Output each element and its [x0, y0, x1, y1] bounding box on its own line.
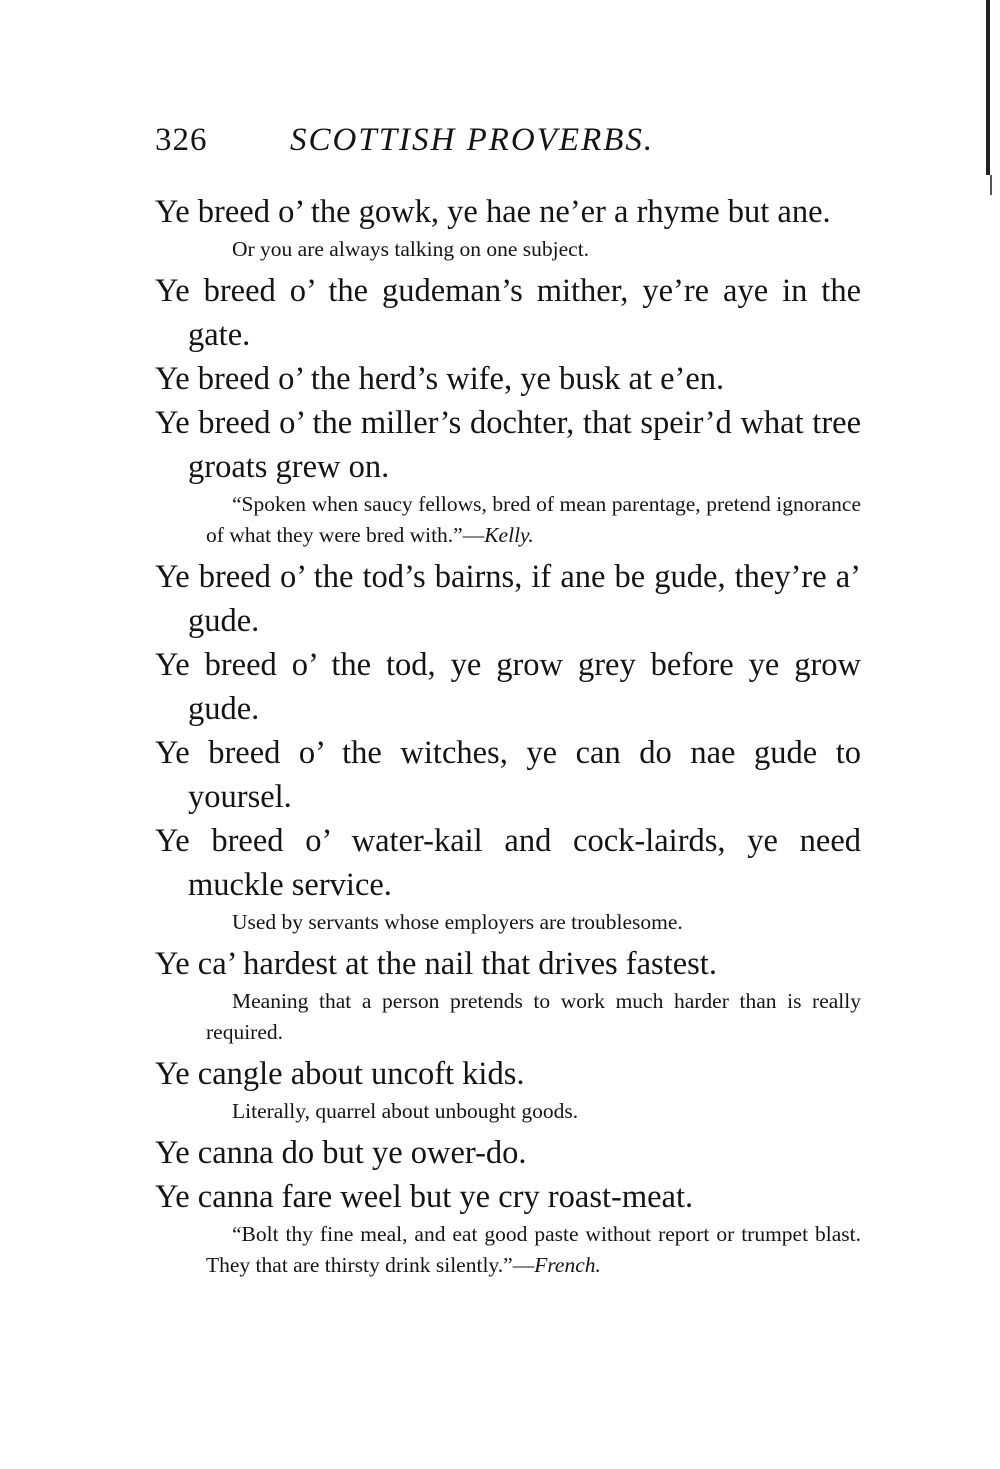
- proverb-entry: Ye canna fare weel but ye cry roast-meat.: [155, 1179, 694, 1215]
- proverb-entry: Ye breed o’ the tod, ye grow grey before ye grow gude.: [155, 647, 861, 727]
- proverb-entry: Ye canna do but ye ower-do.: [155, 1135, 527, 1171]
- page-number: 326: [155, 122, 208, 158]
- note-citation: French.: [534, 1253, 601, 1277]
- proverb-entry: Ye breed o’ the tod’s bairns, if ane be gude, they’re a’ gude.: [155, 559, 861, 639]
- running-title: SCOTTISH PROVERBS.: [290, 122, 655, 158]
- proverb-note: [155, 1219, 861, 1281]
- scan-edge-mark: [990, 175, 992, 195]
- proverb-entry: Ye cangle about uncoft kids.: [155, 1056, 525, 1092]
- running-header: [155, 122, 654, 159]
- scan-edge-mark: [986, 0, 990, 175]
- proverb-entry: Ye breed o’ the gowk, ye hae ne’er a rhyme but ane.: [155, 194, 831, 230]
- proverb-note: Literally, quarrel about unbought goods.: [232, 1099, 579, 1123]
- proverb-entry: Ye breed o’ the miller’s dochter, that speir’d what tree groats grew on.: [155, 405, 861, 485]
- proverb-entry: Ye breed o’ the witches, ye can do nae gude to yoursel.: [155, 735, 861, 815]
- note-text: “Spoken when saucy fellows, bred of mean parentage, pretend ignorance of what they were bred with.”—: [206, 492, 861, 547]
- proverb-note: Or you are always talking on one subject.: [232, 237, 590, 261]
- note-text: “Bolt thy fine meal, and eat good paste without report or trumpet blast. They that are thirsty drink silently.”—: [206, 1222, 861, 1277]
- proverb-list: [155, 190, 861, 1285]
- proverb-note: [155, 489, 861, 551]
- proverb-entry: Ye breed o’ water-kail and cock-lairds, ye need muckle service.: [155, 823, 861, 903]
- note-citation: Kelly.: [484, 523, 534, 547]
- proverb-note: Used by servants whose employers are troublesome.: [232, 910, 683, 934]
- proverb-note: Meaning that a person pretends to work much harder than is really required.: [206, 989, 861, 1044]
- proverb-entry: Ye ca’ hardest at the nail that drives fastest.: [155, 946, 717, 982]
- proverb-entry: Ye breed o’ the gudeman’s mither, ye’re aye in the gate.: [155, 273, 861, 353]
- proverb-entry: Ye breed o’ the herd’s wife, ye busk at e’en.: [155, 361, 725, 397]
